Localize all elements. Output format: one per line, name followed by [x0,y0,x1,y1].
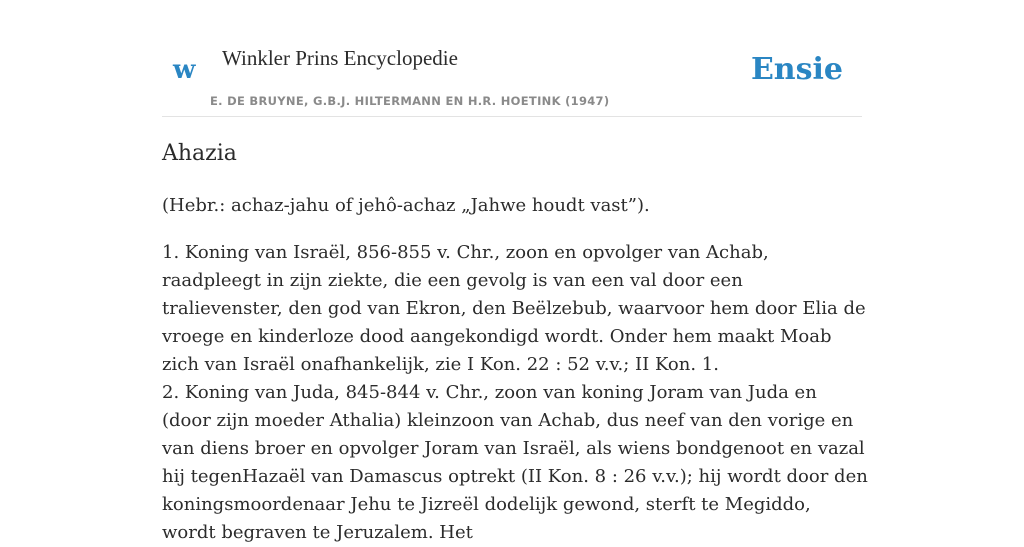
publication-authors: E. DE BRUYNE, G.B.J. HILTERMANN EN H.R. HOETINK (1947) [210,94,610,108]
site-header [162,0,862,117]
article-entry-2: 2. Koning van Juda, 845-844 v. Chr., zoon van koning Joram van Juda en (door zijn moeder Athalia) kleinzoon van Achab, dus neef van den vorige en van diens broer en opvolger Joram van Israël, als wiens bondgenoot en vazal hij tegenHazaël van Damascus optrekt (II Kon. 8 : 26 v.v.); hij wordt door den koningsmoordenaar Jehu te Jizreël dodelijk gewond, sterft te Megiddo, wordt begraven te Jeruzalem. Het [162,382,868,543]
article-body [162,138,868,547]
brand-logo-link[interactable]: Ensie [750,52,843,87]
publication-logo-icon[interactable]: w [173,55,196,85]
article-entry-1: 1. Koning van Israël, 856-855 v. Chr., zoon en opvolger van Achab, raadpleegt in zijn ziekte, die een gevolg is van een val door een tralievenster, den god van Ekron, den Beëlzebub, waarvoor hem door Elia de vroege en kinderloze dood aangekondigd wordt. Onder hem maakt Moab zich van Israël onafhankelijk, zie I Kon. 22 : 52 v.v.; II Kon. 1. [162,242,866,375]
article-etymology: (Hebr.: achaz-jahu of jehô-achaz „Jahwe houdt vast”). [162,195,650,216]
article-title: Ahazia [162,141,237,166]
publication-title[interactable]: Winkler Prins Encyclopedie [222,46,458,70]
